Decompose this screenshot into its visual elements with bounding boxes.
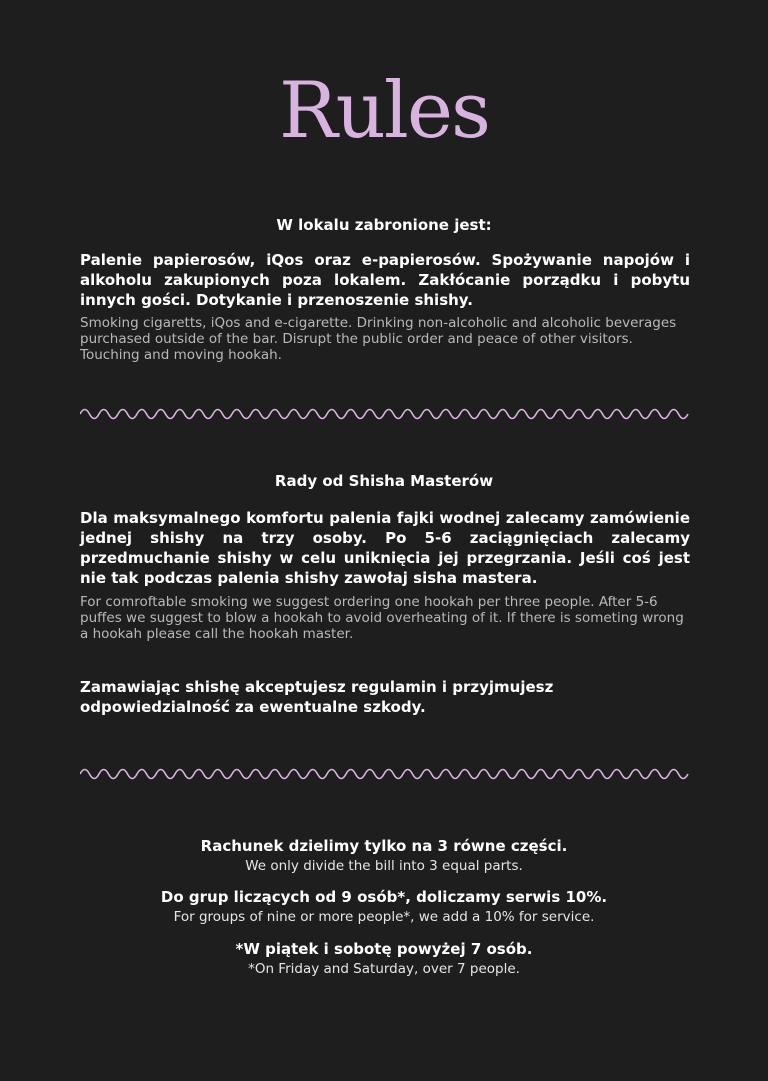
section1-en-text: Smoking cigaretts, iQos and e-cigarette. Drinking non-alcoholic and alcoholic beverages purchased outside of the bar. Disrupt the public order and peace of other visitors. Touching and moving hookah. (80, 315, 677, 363)
page-title: Rules (278, 66, 490, 156)
section2-notice: Zamawiając shishę akceptujesz regulamin i przyjmujesz odpowiedzialność za ewentualne szkody. (80, 678, 554, 716)
section1-heading: W lokalu zabronione jest: (276, 216, 492, 234)
weekend-note-text: *W piątek i sobotę powyżej 7 osób. (235, 940, 533, 958)
section2-pl-text: Dla maksymalnego komfortu palenia fajki wodnej zalecamy zamówienie jednej shishy na trzy osoby. Po 5-6 zaciągnięciach zalecamy przedmuchanie shishy w celu uniknięcia jej przegrzania. Jeśli coś jest nie tak podczas palenia shishy zawołaj sisha mastera. (80, 509, 690, 587)
bill-split-text-en: We only divide the bill into 3 equal parts. (245, 858, 523, 874)
section2-heading: Rady od Shisha Masterów (274, 472, 494, 490)
section2-en-text: For comroftable smoking we suggest ordering one hookah per three people. After 5-6 puffes we suggest to blow a hookah to avoid overheating of it. If there is someting wrong a hookah please call the hookah master. (80, 594, 684, 642)
wave-divider-1 (80, 407, 690, 421)
service-charge-text-en: For groups of nine or more people*, we add a 10% for service. (173, 909, 595, 925)
section1-pl-text: Palenie papierosów, iQos oraz e-papierosów. Spożywanie napojów i alkoholu zakupionych poza lokalem. Zakłócanie porządku i pobytu innych gości. Dotykanie i przenoszenie shishy. (80, 251, 690, 309)
wave-divider-2 (80, 767, 690, 781)
bill-split-text: Rachunek dzielimy tylko na 3 równe części. (200, 837, 568, 855)
service-charge-text: Do grup liczących od 9 osób*, doliczamy serwis 10%. (160, 888, 608, 906)
weekend-note-text-en: *On Friday and Saturday, over 7 people. (248, 961, 520, 977)
